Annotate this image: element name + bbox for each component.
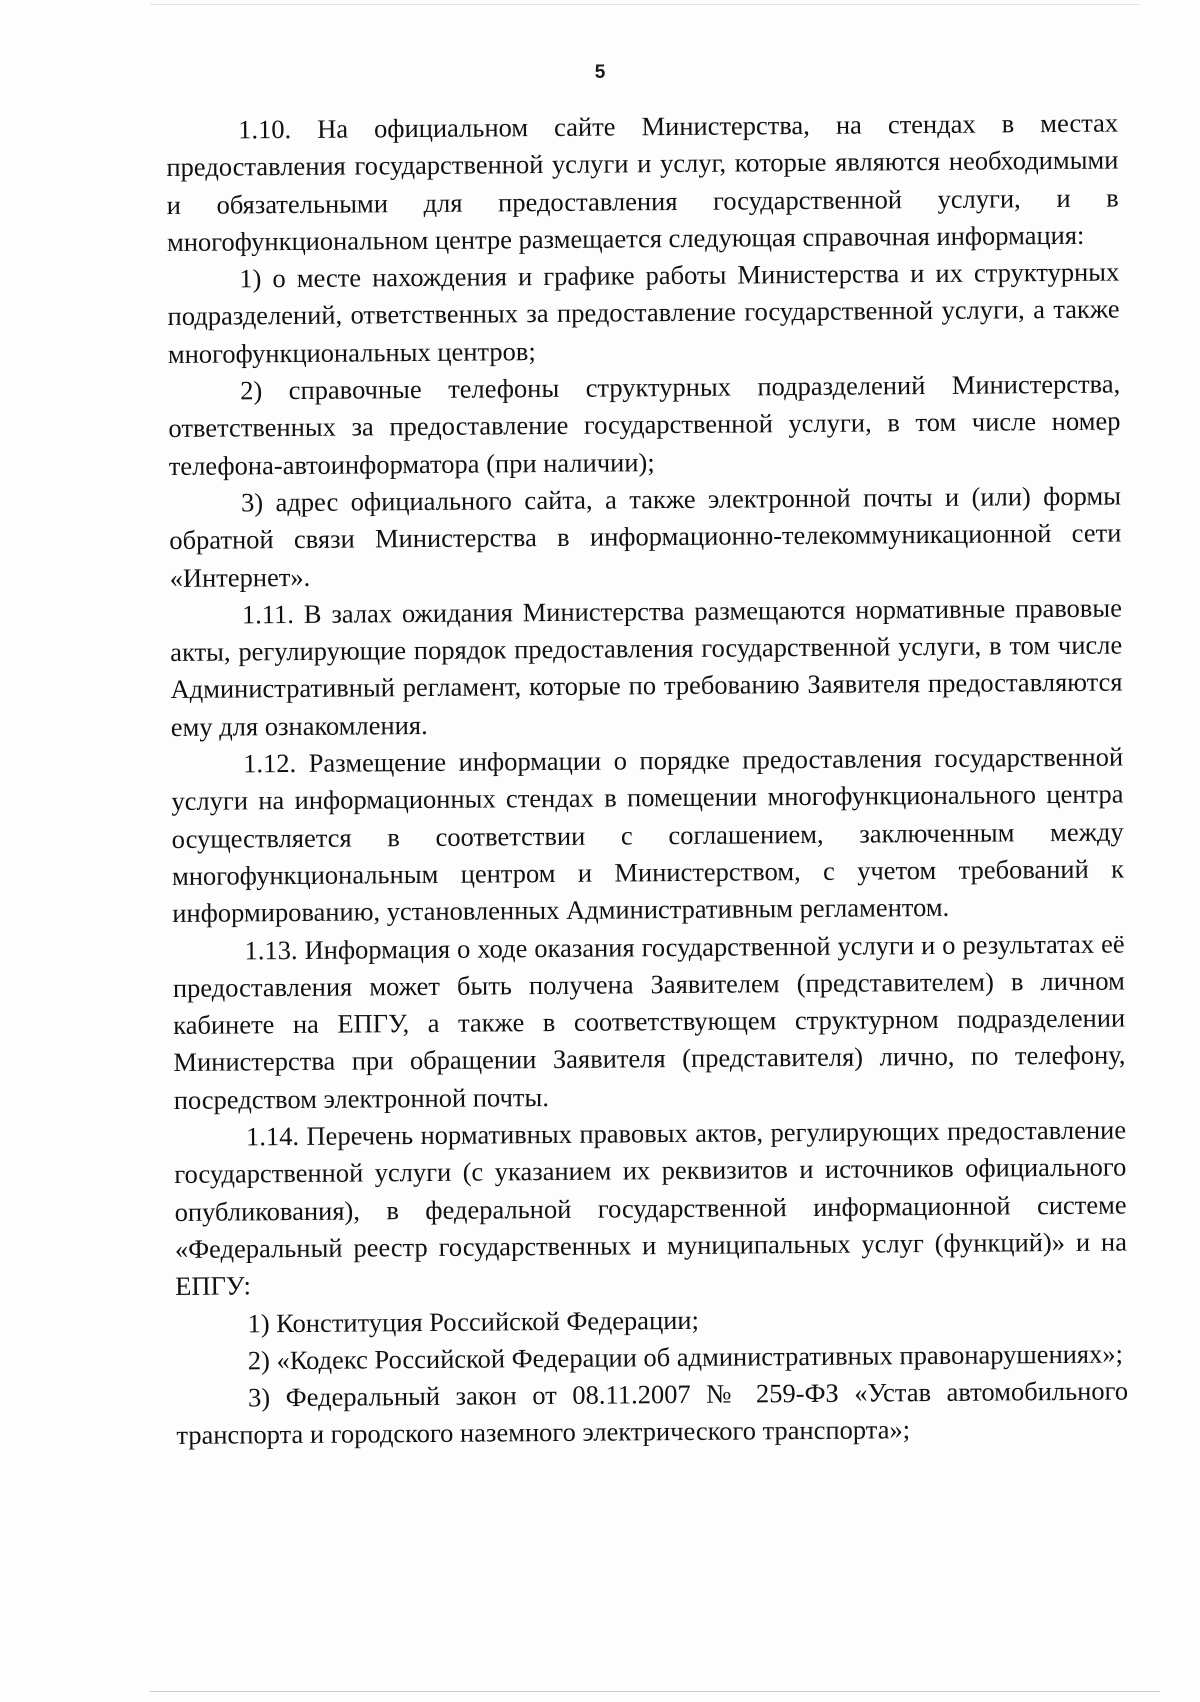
scan-edge-bottom [150,1691,1160,1692]
document-body [166,105,1129,1455]
law-list-item-2: 2) «Кодекс Российской Федерации об административных правонарушениях»; [247,1338,1124,1376]
paragraph-1-12: 1.12. Размещение информации о порядке предоставления государственной услуги на информационных стендах в помещении многофункционального центра осуществляется в соответствии с соглашением, заключенным между многофункциональным центром и Министерством, с учетом требований к информированию, установленных Административным регламентом. [171,741,1125,929]
law-list-item-3: 3) Федеральный закон от 08.11.2007 № 259-ФЗ «Устав автомобильного транспорта и городского наземного электрического транспорта»; [176,1375,1129,1451]
paragraph-1-10: 1.10. На официальном сайте Министерства, на стендах в местах предоставления государственной услуги и услуг, которые являются необходимыми и обязательными для предоставления государственной услуги, и в многофункциональном центре размещается следующая справочная информация: [166,107,1119,257]
scan-edge-top [150,4,1140,5]
paragraph-1-11: 1.11. В залах ожидания Министерства размещаются нормативные правовые акты, регулирующие порядок предоставления государственной услуги, в том числе Административный регламент, которые по требованию Заявителя предоставляются ему для ознакомления. [170,592,1123,742]
list-item-3: 3) адрес официального сайта, а также электронной почты и (или) формы обратной связи Министерства в информационно-телекоммуникационной сети «Интернет». [169,480,1122,593]
list-item-2: 2) справочные телефоны структурных подразделений Министерства, ответственных за предоставление государственной услуги, в том числе номер телефона-автоинформатора (при наличии); [168,368,1121,481]
law-list-item-1: 1) Конституция Российской Федерации; [247,1304,700,1338]
paragraph-1-13: 1.13. Информация о ходе оказания государственной услуги и о результатах её предоставления может быть получена Заявителем (представителем) в личном кабинете на ЕПГУ, а также в соответствующем структурном подразделении Министерства при обращении Заявителя (представителя) лично, по телефону, посредством электронной почты. [172,928,1126,1115]
list-item-1: 1) о месте нахождения и графике работы Министерства и их структурных подразделений, ответственных за предоставление государственной услуги, а также многофункциональных центров; [167,256,1120,369]
paragraph-1-14: 1.14. Перечень нормативных правовых актов, регулирующих предоставление государственной услуги (с указанием их реквизитов и источников официального опубликования), в федеральной государственной информационной системе «Федеральный реестр государственных и муниципальных услуг (функций)» и на ЕПГУ: [174,1114,1128,1302]
page-number: 5 [594,62,606,83]
